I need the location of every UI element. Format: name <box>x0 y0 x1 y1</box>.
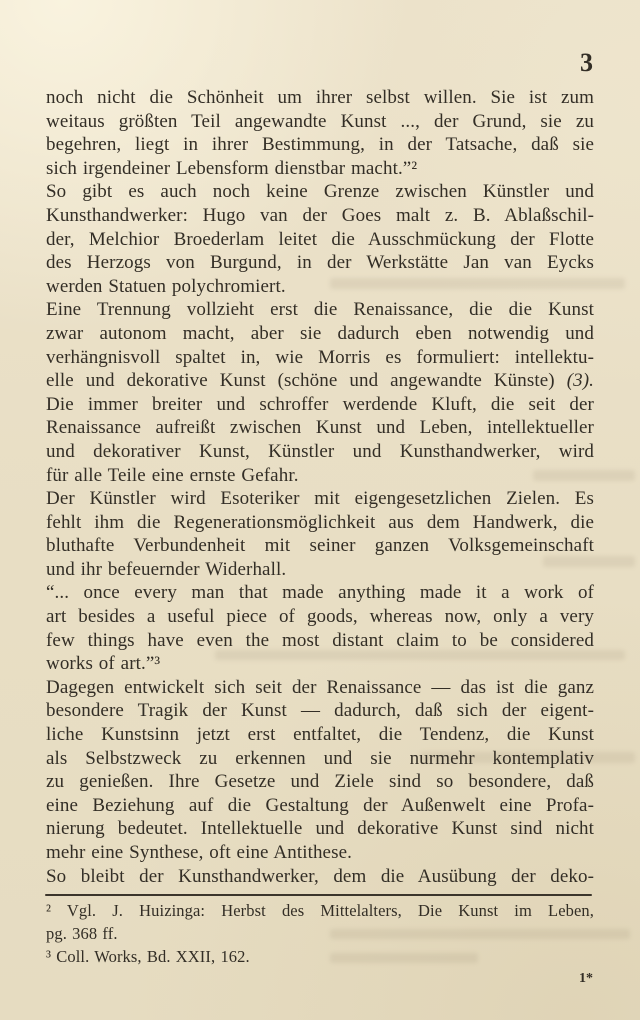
text-line: sich irgendeiner Lebensform dienstbar macht.”² <box>46 157 418 179</box>
text-line: noch nicht die Schönheit um ihrer selbst willen. Sie ist zum <box>46 87 594 108</box>
text-line: begehren, liegt in ihrer Bestimmung, in der Tatsache, daß sie <box>46 134 594 156</box>
text-line: als Selbstzweck zu erkennen und sie nurmehr kontemplativ <box>46 747 594 769</box>
footnote-line: pg. 368 ff. <box>46 924 118 944</box>
text-line: So bleibt der Kunsthandwerker, dem die Ausübung der deko- <box>46 865 594 887</box>
text-line <box>46 369 594 393</box>
text-line: Der Künstler wird Esoteriker mit eigengesetzlichen Zielen. Es <box>46 488 594 510</box>
footnote-separator-rule <box>45 894 592 896</box>
text-line: Renaissance aufreißt zwischen Kunst und Leben, intellektueller <box>46 417 594 439</box>
text-line: liche Kunstsinn jetzt erst entfaltet, die Tendenz, die Kunst <box>46 724 594 746</box>
text-line: des Herzogs von Burgund, in der Werkstätte Jan van Eycks <box>46 252 594 274</box>
text-line: fehlt ihm die Regenerationsmöglichkeit aus dem Handwerk, die <box>46 511 594 533</box>
text-segment: elle und dekorative Kunst (schöne und angewandte Künste) <box>46 370 567 392</box>
text-line: besondere Tragik der Kunst — dadurch, daß sich der eigent- <box>46 700 594 722</box>
text-line: nierung bedeutet. Intellektuelle und dekorative Kunst sind nicht <box>46 818 594 840</box>
text-line: “... once every man that made anything made it a work of <box>46 582 594 604</box>
signature-mark: 1* <box>579 971 593 986</box>
text-line: art besides a useful piece of goods, whereas now, only a very <box>46 606 594 628</box>
text-line: eine Beziehung auf die Gestaltung der Außenwelt eine Profa- <box>46 794 594 816</box>
body-text <box>46 86 594 888</box>
text-line: So gibt es auch noch keine Grenze zwischen Künstler und <box>46 181 594 203</box>
footnotes <box>46 899 594 969</box>
text-line: Dagegen entwickelt sich seit der Renaissance — das ist die ganz <box>46 676 594 698</box>
text-line: und ihr befeuernder Widerhall. <box>46 558 287 580</box>
text-line: Eine Trennung vollzieht erst die Renaissance, die die Kunst <box>46 299 594 321</box>
text-line: bluthafte Verbundenheit mit seiner ganzen Volksgemeinschaft <box>46 535 594 557</box>
text-line: und dekorativer Kunst, Künstler und Kunsthandwerker, wird <box>46 440 594 462</box>
page-number: 3 <box>580 48 593 77</box>
italic-citation-number: (3). <box>566 370 594 392</box>
text-line: werden Statuen polychromiert. <box>46 275 286 297</box>
text-line: weitaus größten Teil angewandte Kunst ..., der Grund, sie zu <box>46 110 594 132</box>
text-line: Die immer breiter und schroffer werdende Kluft, die seit der <box>46 393 594 415</box>
text-line: für alle Teile eine ernste Gefahr. <box>46 464 299 486</box>
text-line: verhängnisvoll spaltet in, wie Morris es formuliert: intellektu- <box>46 346 594 368</box>
text-line: works of art.”³ <box>46 653 161 675</box>
text-line: zu genießen. Ihre Gesetze und Ziele sind so besondere, daß <box>46 771 594 793</box>
text-line: mehr eine Synthese, oft eine Antithese. <box>46 842 352 863</box>
text-line: zwar autonom macht, aber sie dadurch eben notwendig und <box>46 322 594 344</box>
text-line: Kunsthandwerker: Hugo van der Goes malt z. B. Ablaßschil- <box>46 204 594 226</box>
text-line: few things have even the most distant claim to be considered <box>46 629 594 651</box>
text-line: der, Melchior Broederlam leitet die Ausschmückung der Flotte <box>46 228 594 250</box>
footnote-line: ³ Coll. Works, Bd. XXII, 162. <box>46 947 250 967</box>
footnote-line: ² Vgl. J. Huizinga: Herbst des Mittelalters, Die Kunst im Leben, <box>46 901 594 920</box>
